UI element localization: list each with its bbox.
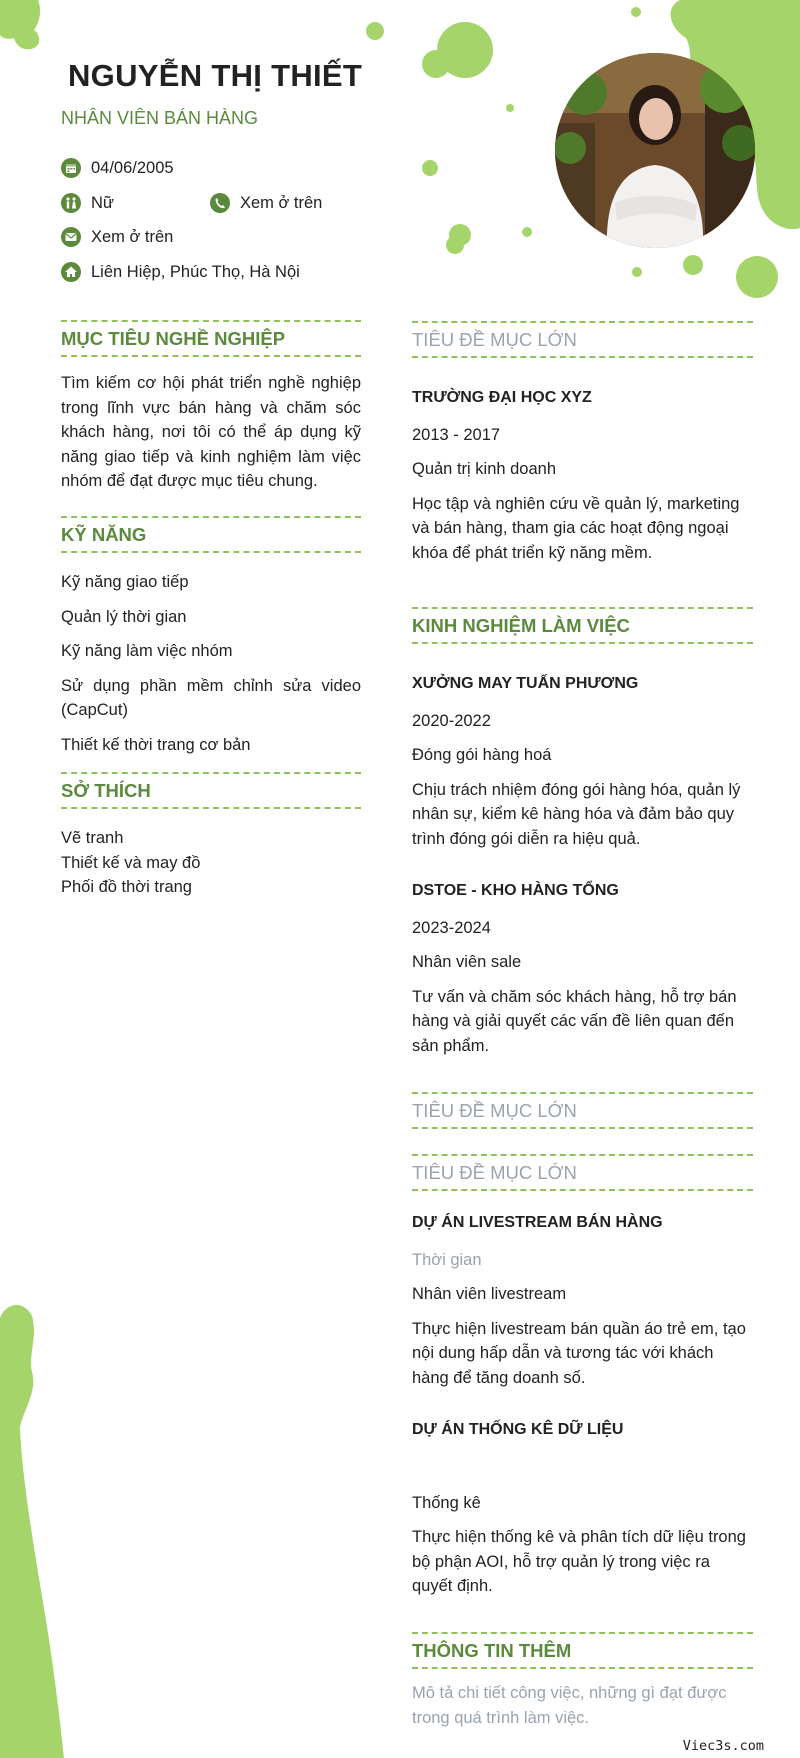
skill-item: Kỹ năng làm việc nhóm — [61, 642, 233, 660]
birthday-value: 04/06/2005 — [91, 158, 174, 177]
extra-info-title: THÔNG TIN THÊM — [412, 1632, 753, 1669]
hobby-item: Phối đồ thời trang — [61, 878, 192, 896]
education-desc: Học tập và nghiên cứu về quản lý, marketing và bán hàng, tham gia các hoạt động ngoại khóa để phát triển kỹ năng mềm. — [412, 494, 740, 562]
address-row — [61, 262, 300, 282]
candidate-name: NGUYỄN THỊ THIẾT — [68, 58, 363, 93]
gender-row — [61, 193, 114, 213]
project-name: DỰ ÁN LIVESTREAM BÁN HÀNG — [412, 1214, 663, 1231]
school-name: TRƯỜNG ĐẠI HỌC XYZ — [412, 389, 592, 406]
objective-title: MỤC TIÊU NGHỀ NGHIỆP — [61, 320, 361, 357]
home-icon — [61, 262, 81, 282]
project-desc: Thực hiện livestream bán quần áo trẻ em, tạo nội dung hấp dẫn và tương tác với khách hàng để tăng doanh số. — [412, 1319, 746, 1387]
gender-value: Nữ — [91, 193, 114, 212]
calendar-icon — [61, 158, 81, 178]
company-name: XƯỞNG MAY TUẤN PHƯƠNG — [412, 675, 639, 692]
job-title: NHÂN VIÊN BÁN HÀNG — [61, 108, 259, 128]
skill-item: Thiết kế thời trang cơ bản — [61, 735, 251, 754]
job-desc: Tư vấn và chăm sóc khách hàng, hỗ trợ bán hàng và giải quyết các vấn đề liên quan đến sản phẩm. — [412, 987, 737, 1055]
job-period: 2020-2022 — [412, 711, 491, 730]
company-name: DSTOE - KHO HÀNG TỔNG — [412, 882, 619, 899]
job-role: Nhân viên sale — [412, 953, 522, 971]
email-value: Xem ở trên — [91, 227, 174, 246]
phone-value: Xem ở trên — [240, 193, 323, 212]
email-icon — [61, 227, 81, 247]
extra-info-placeholder: Mô tả chi tiết công việc, những gì đạt được trong quá trình làm việc. — [412, 1684, 727, 1727]
project-role: Nhân viên livestream — [412, 1285, 567, 1303]
education-major: Quản trị kinh doanh — [412, 460, 557, 478]
projects-title: TIÊU ĐỀ MỤC LỚN — [412, 1154, 753, 1191]
education-period: 2013 - 2017 — [412, 425, 501, 444]
project-role: Thống kê — [412, 1493, 481, 1512]
phone-icon — [210, 193, 230, 213]
education-title: TIÊU ĐỀ MỤC LỚN — [412, 321, 753, 358]
watermark: Viec3s.com — [682, 1738, 764, 1754]
hobby-item: Thiết kế và may đồ — [61, 853, 201, 872]
job-desc: Chịu trách nhiệm đóng gói hàng hóa, quản lý nhân sự, kiểm kê hàng hóa và đảm bảo quy trình đóng gói diễn ra hiệu quả. — [412, 780, 741, 848]
hobbies-title: SỞ THÍCH — [61, 772, 361, 809]
project-name: DỰ ÁN THỐNG KÊ DỮ LIỆU — [412, 1421, 624, 1438]
birthday-row — [61, 158, 174, 178]
project-desc: Thực hiện thống kê và phân tích dữ liệu trong bộ phận AOI, hỗ trợ quản lý trong việc ra quyết định. — [412, 1528, 746, 1595]
address-value: Liên Hiệp, Phúc Thọ, Hà Nội — [91, 262, 300, 281]
project-period: Thời gian — [412, 1250, 482, 1269]
profile-photo — [555, 53, 755, 248]
objective-text: Tìm kiếm cơ hội phát triển nghề nghiệp trong lĩnh vực bán hàng và chăm sóc khách hàng, nơi tôi có thể áp dụng kỹ năng giao tiếp và kinh nghiệm làm việc nhóm để đạt được mục tiêu chung. — [61, 374, 361, 490]
phone-row — [210, 193, 322, 213]
placeholder-title: TIÊU ĐỀ MỤC LỚN — [412, 1092, 753, 1129]
skill-item: Sử dụng phần mềm chỉnh sửa video (CapCut) — [61, 676, 361, 719]
job-role: Đóng gói hàng hoá — [412, 746, 552, 764]
email-row — [61, 227, 173, 247]
experience-title: KINH NGHIỆM LÀM VIỆC — [412, 607, 753, 644]
hobby-item: Vẽ tranh — [61, 829, 124, 847]
skill-item: Kỹ năng giao tiếp — [61, 573, 189, 591]
skill-item: Quản lý thời gian — [61, 607, 187, 626]
skills-title: KỸ NĂNG — [61, 516, 361, 553]
job-period: 2023-2024 — [412, 918, 491, 937]
gender-icon — [61, 193, 81, 213]
